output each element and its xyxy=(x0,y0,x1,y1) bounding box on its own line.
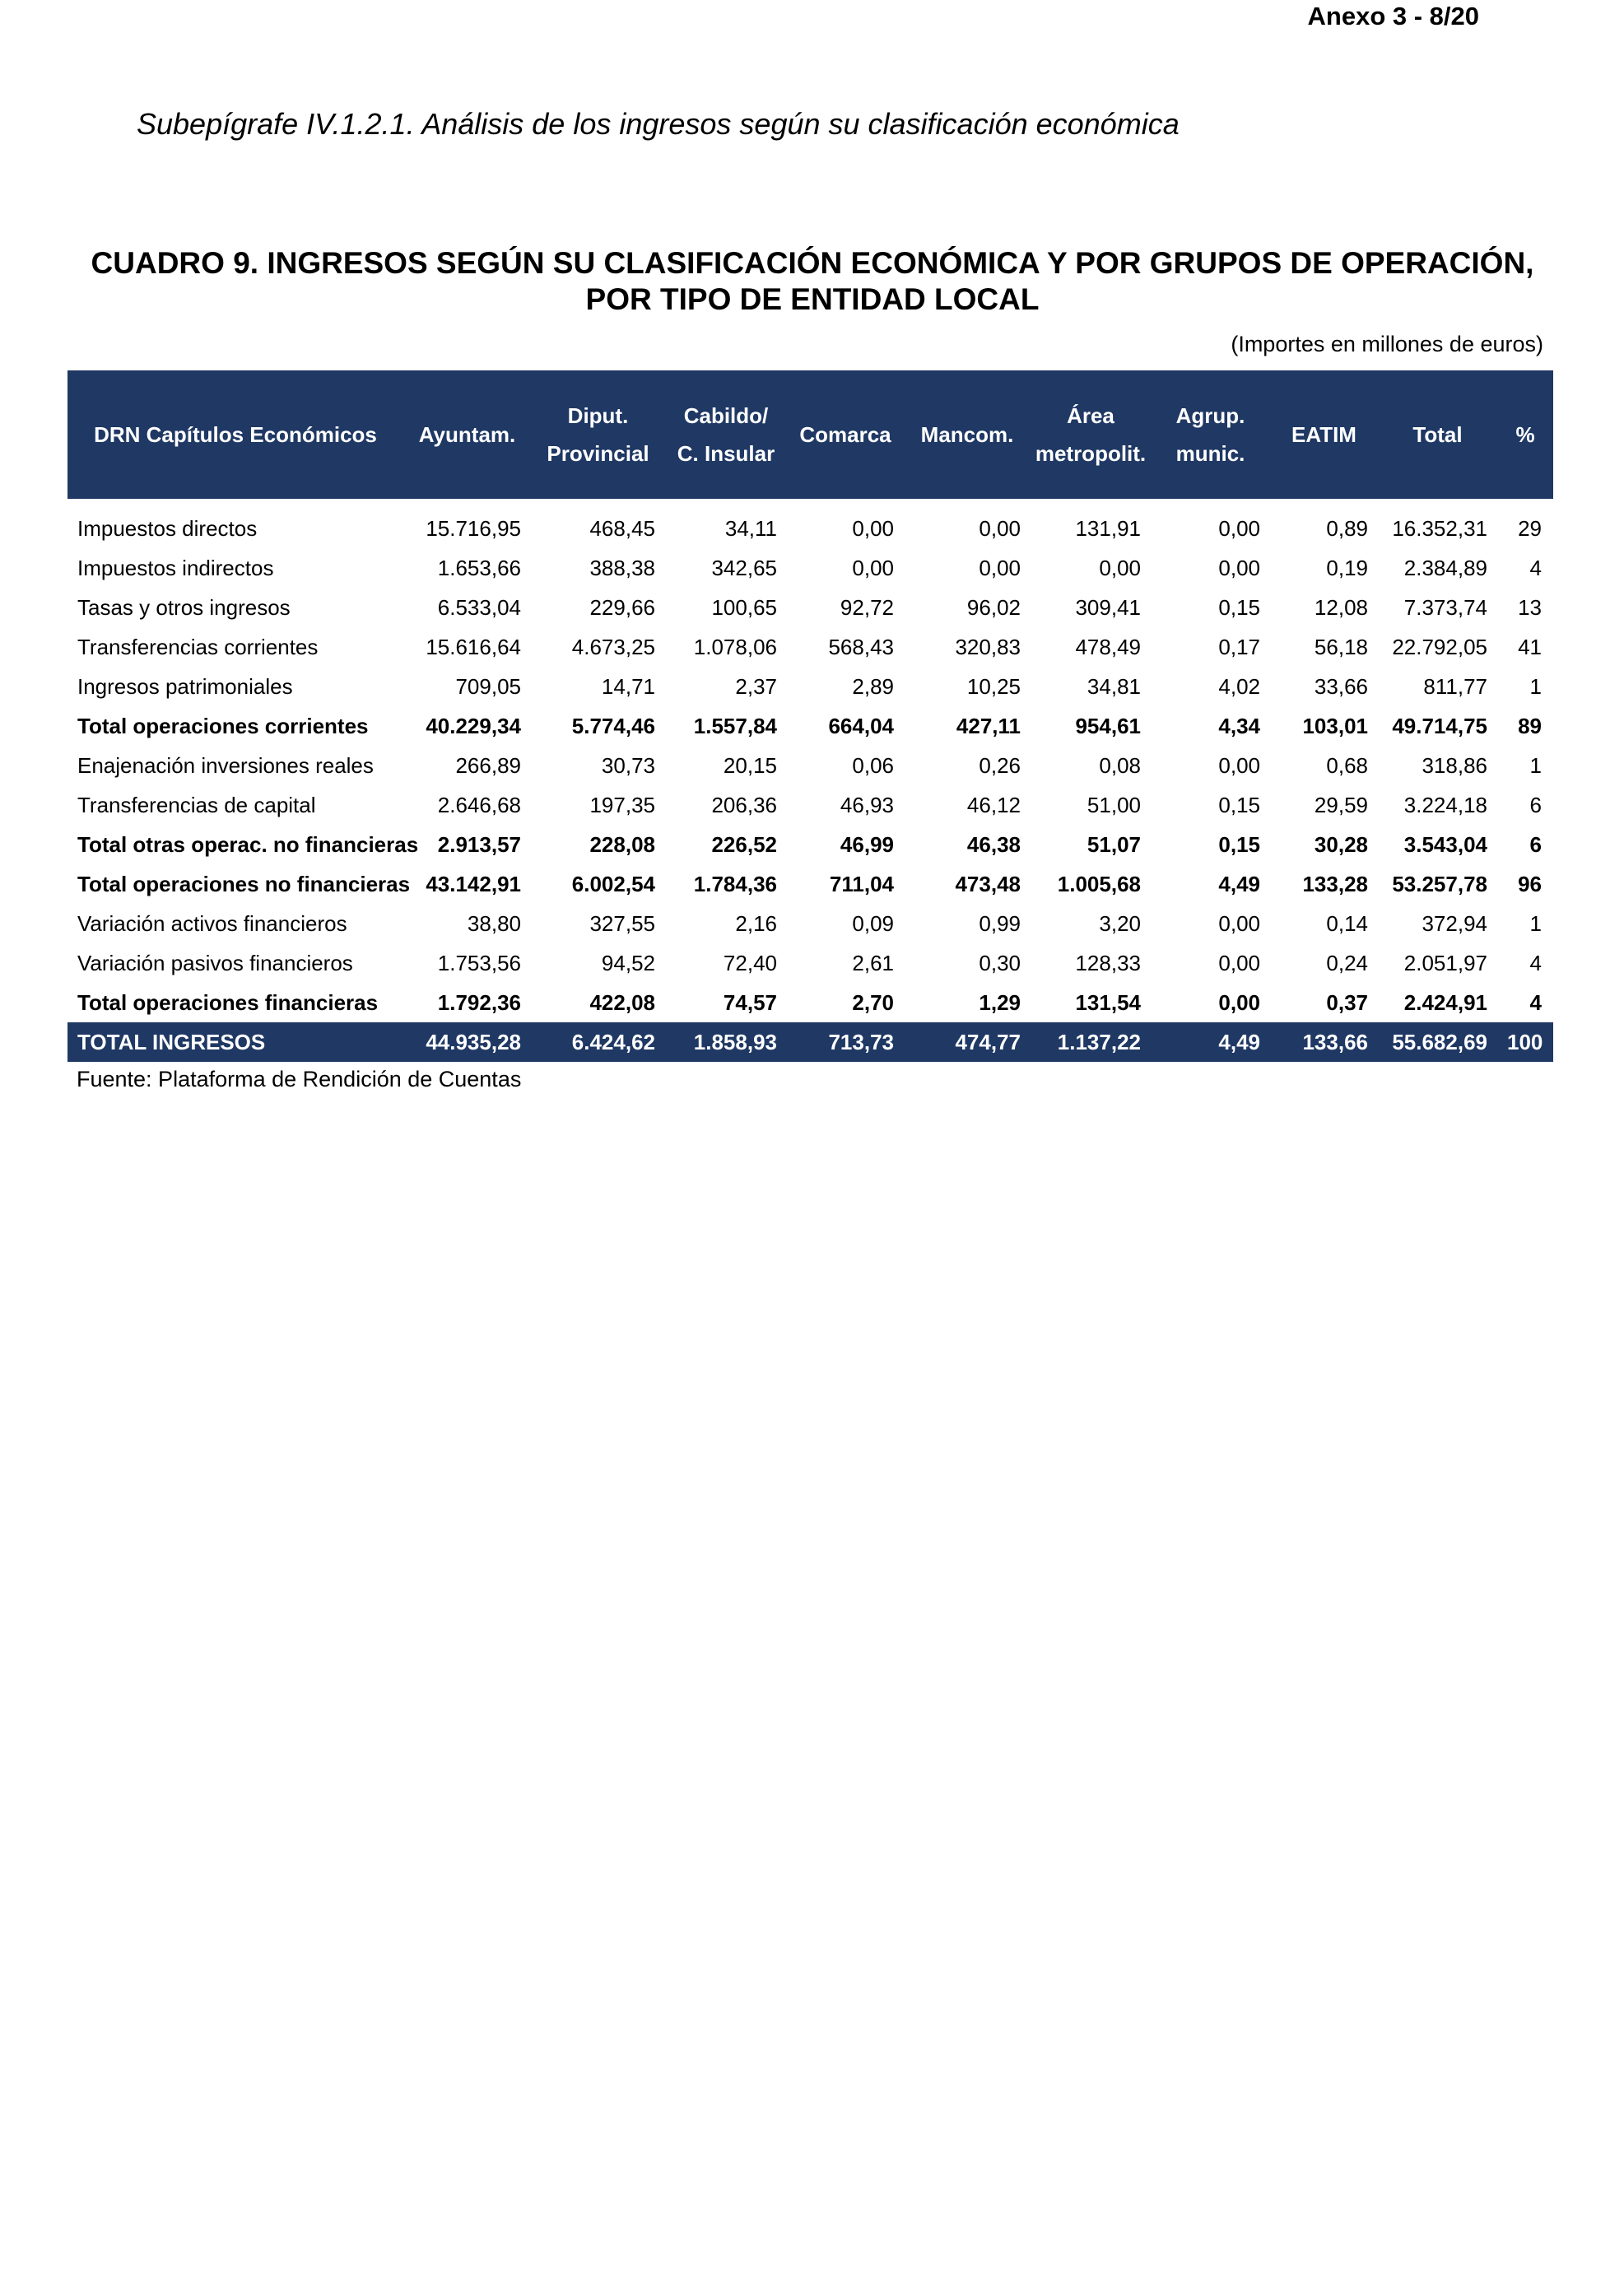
table-cell: 0,00 xyxy=(1099,555,1141,580)
table-cell: 1.005,68 xyxy=(1057,871,1141,896)
table-title-line-2: POR TIPO DE ENTIDAD LOCAL xyxy=(585,282,1040,316)
table-cell: 4,49 xyxy=(1218,871,1260,896)
table-cell: 4 xyxy=(1529,989,1542,1015)
table-cell: 6.424,62 xyxy=(531,1022,665,1062)
row-label: TOTAL INGRESOS xyxy=(67,1022,403,1062)
table-cell: 0,37 xyxy=(1326,989,1368,1015)
table-cell: 2.424,91 xyxy=(1403,989,1487,1015)
table-cell: 53.257,78 xyxy=(1392,871,1487,896)
table-cell: 72,40 xyxy=(723,950,777,975)
table-cell: 44.935,28 xyxy=(403,1022,531,1062)
table-cell: 2,37 xyxy=(735,673,777,699)
table-cell: 22.792,05 xyxy=(1392,634,1487,659)
table-cell: 92,72 xyxy=(840,594,894,620)
table-cell: 568,43 xyxy=(828,634,894,659)
table-cell: 6 xyxy=(1529,831,1542,857)
table-cell: 309,41 xyxy=(1075,594,1141,620)
table-row xyxy=(67,588,1553,627)
table-cell: 133,28 xyxy=(1302,871,1368,896)
table-cell: 1.557,84 xyxy=(693,713,777,738)
header-percent: % xyxy=(1497,370,1553,499)
table-cell: 51,00 xyxy=(1087,792,1141,817)
table-cell: 30,73 xyxy=(601,752,655,778)
table-cell: 2.051,97 xyxy=(1403,950,1487,975)
table-cell: 664,04 xyxy=(828,713,894,738)
table-spacer xyxy=(67,499,1553,509)
table-cell: 713,73 xyxy=(787,1022,904,1062)
table-cell: 320,83 xyxy=(955,634,1021,659)
row-label: Variación activos financieros xyxy=(77,910,347,936)
table-cell: 56,18 xyxy=(1314,634,1368,659)
table-row xyxy=(67,548,1553,588)
row-label: Total operaciones corrientes xyxy=(77,713,369,738)
table-cell: 1.792,36 xyxy=(437,989,521,1015)
table-cell: 266,89 xyxy=(455,752,521,778)
table-cell: 10,25 xyxy=(966,673,1021,699)
table-cell: 0,99 xyxy=(979,910,1021,936)
header-eatim: EATIM xyxy=(1270,370,1378,499)
table-cell: 468,45 xyxy=(589,515,655,541)
table-cell: 4,02 xyxy=(1218,673,1260,699)
table-row xyxy=(67,785,1553,825)
table-cell: 473,48 xyxy=(955,871,1021,896)
table-cell: 327,55 xyxy=(589,910,655,936)
table-cell: 2.646,68 xyxy=(437,792,521,817)
table-cell: 6.533,04 xyxy=(437,594,521,620)
income-table xyxy=(67,370,1553,1062)
table-cell: 0,17 xyxy=(1218,634,1260,659)
table-cell: 29,59 xyxy=(1314,792,1368,817)
table-cell: 372,94 xyxy=(1422,910,1487,936)
table-cell: 7.373,74 xyxy=(1403,594,1487,620)
table-cell: 0,00 xyxy=(852,515,894,541)
header-area: Área metropolit. xyxy=(1031,370,1151,499)
table-cell: 0,30 xyxy=(979,950,1021,975)
table-cell: 3.224,18 xyxy=(1403,792,1487,817)
table-cell: 94,52 xyxy=(601,950,655,975)
table-cell: 0,68 xyxy=(1326,752,1368,778)
table-cell: 40.229,34 xyxy=(426,713,521,738)
table-row xyxy=(67,667,1553,706)
table-cell: 2,89 xyxy=(852,673,894,699)
table-cell: 12,08 xyxy=(1314,594,1368,620)
table-cell: 55.682,69 xyxy=(1378,1022,1497,1062)
table-cell: 954,61 xyxy=(1075,713,1141,738)
table-cell: 1,29 xyxy=(979,989,1021,1015)
table-cell: 5.774,46 xyxy=(571,713,655,738)
table-cell: 20,15 xyxy=(723,752,777,778)
table-cell: 0,00 xyxy=(979,515,1021,541)
table-cell: 51,07 xyxy=(1087,831,1141,857)
table-cell: 96 xyxy=(1518,871,1542,896)
row-label: Impuestos directos xyxy=(77,515,258,541)
table-cell: 1.653,66 xyxy=(437,555,521,580)
table-cell: 2,16 xyxy=(735,910,777,936)
header-diput: Diput. Provincial xyxy=(531,370,665,499)
table-cell: 100 xyxy=(1497,1022,1553,1062)
table-cell: 4,49 xyxy=(1151,1022,1270,1062)
table-cell: 14,71 xyxy=(601,673,655,699)
table-cell: 15.716,95 xyxy=(426,515,521,541)
table-cell: 474,77 xyxy=(904,1022,1031,1062)
table-cell: 0,00 xyxy=(1218,555,1260,580)
table-cell: 0,26 xyxy=(979,752,1021,778)
table-cell: 89 xyxy=(1518,713,1542,738)
table-cell: 49.714,75 xyxy=(1392,713,1487,738)
table-cell: 2.384,89 xyxy=(1403,555,1487,580)
table-cell: 197,35 xyxy=(589,792,655,817)
row-label: Tasas y otros ingresos xyxy=(77,594,291,620)
table-cell: 1.858,93 xyxy=(665,1022,787,1062)
row-label: Transferencias de capital xyxy=(77,792,316,817)
header-mancom: Mancom. xyxy=(904,370,1031,499)
table-cell: 226,52 xyxy=(711,831,777,857)
table-cell: 128,33 xyxy=(1075,950,1141,975)
table-cell: 34,11 xyxy=(724,515,777,541)
units-note: (Importes en millones de euros) xyxy=(1231,332,1543,356)
table-cell: 16.352,31 xyxy=(1392,515,1487,541)
header-chapter: DRN Capítulos Económicos xyxy=(67,370,403,499)
table-cell: 131,54 xyxy=(1075,989,1141,1015)
table-cell: 100,65 xyxy=(711,594,777,620)
table-title xyxy=(67,245,1557,318)
table-cell: 29 xyxy=(1518,515,1542,541)
spacer-cell xyxy=(67,499,1553,509)
table-cell: 1.078,06 xyxy=(693,634,777,659)
table-cell: 388,38 xyxy=(589,555,655,580)
table-row xyxy=(67,627,1553,667)
table-cell: 41 xyxy=(1518,634,1542,659)
table-cell: 46,93 xyxy=(840,792,894,817)
subtotal-row xyxy=(67,825,1553,864)
row-label: Transferencias corrientes xyxy=(77,634,319,659)
subtotal-row xyxy=(67,864,1553,904)
row-label: Total operaciones financieras xyxy=(77,989,379,1015)
table-cell: 4 xyxy=(1529,950,1542,975)
table-cell: 3,20 xyxy=(1099,910,1141,936)
table-cell: 0,06 xyxy=(852,752,894,778)
table-cell: 46,12 xyxy=(966,792,1021,817)
row-label: Total operaciones no financieras xyxy=(77,871,411,896)
table-cell: 0,15 xyxy=(1218,792,1260,817)
table-cell: 30,28 xyxy=(1314,831,1368,857)
table-cell: 0,00 xyxy=(979,555,1021,580)
table-row xyxy=(67,943,1553,983)
table-cell: 0,00 xyxy=(1218,950,1260,975)
table-row xyxy=(67,746,1553,785)
table-title-line-1: CUADRO 9. INGRESOS SEGÚN SU CLASIFICACIÓN ECONÓMICA Y POR GRUPOS DE OPERACIÓN, xyxy=(91,246,1534,280)
table-cell: 1 xyxy=(1529,673,1542,699)
table-cell: 2,70 xyxy=(852,989,894,1015)
table-cell: 96,02 xyxy=(966,594,1021,620)
table-cell: 0,00 xyxy=(852,555,894,580)
row-label: Ingresos patrimoniales xyxy=(77,673,293,699)
table-cell: 2.913,57 xyxy=(437,831,521,857)
table-cell: 133,66 xyxy=(1270,1022,1378,1062)
table-row xyxy=(67,904,1553,943)
table-cell: 228,08 xyxy=(589,831,655,857)
table-cell: 74,57 xyxy=(723,989,777,1015)
table-cell: 33,66 xyxy=(1314,673,1368,699)
table-cell: 0,15 xyxy=(1218,594,1260,620)
table-cell: 1.137,22 xyxy=(1031,1022,1151,1062)
table-cell: 0,09 xyxy=(852,910,894,936)
table-cell: 15.616,64 xyxy=(426,634,521,659)
header-total: Total xyxy=(1378,370,1497,499)
table-cell: 13 xyxy=(1518,594,1542,620)
table-cell: 811,77 xyxy=(1423,673,1487,699)
table-cell: 4.673,25 xyxy=(571,634,655,659)
table-cell: 46,38 xyxy=(966,831,1021,857)
table-cell: 2,61 xyxy=(852,950,894,975)
table-cell: 711,04 xyxy=(829,871,894,896)
table-cell: 1.753,56 xyxy=(437,950,521,975)
source-note: Fuente: Plataforma de Rendición de Cuentas xyxy=(77,1067,522,1091)
table-cell: 0,08 xyxy=(1099,752,1141,778)
table-cell: 0,24 xyxy=(1326,950,1368,975)
subtotal-row xyxy=(67,706,1553,746)
table-header-row xyxy=(67,370,1553,499)
table-cell: 342,65 xyxy=(711,555,777,580)
table-cell: 34,81 xyxy=(1087,673,1141,699)
table-cell: 103,01 xyxy=(1302,713,1368,738)
header-ayuntam: Ayuntam. xyxy=(403,370,531,499)
table-cell: 4 xyxy=(1529,555,1542,580)
annex-page-label: Anexo 3 - 8/20 xyxy=(1307,2,1479,30)
table-cell: 0,15 xyxy=(1218,831,1260,857)
table-cell: 318,86 xyxy=(1422,752,1487,778)
table-cell: 3.543,04 xyxy=(1403,831,1487,857)
table-cell: 427,11 xyxy=(956,713,1021,738)
header-comarca: Comarca xyxy=(787,370,904,499)
table-cell: 0,00 xyxy=(1218,989,1260,1015)
row-label: Impuestos indirectos xyxy=(77,555,274,580)
table-cell: 0,14 xyxy=(1326,910,1368,936)
table-cell: 0,00 xyxy=(1218,515,1260,541)
table-cell: 206,36 xyxy=(711,792,777,817)
row-label: Total otras operac. no financieras xyxy=(77,831,419,857)
table-row xyxy=(67,509,1553,548)
subtotal-row xyxy=(67,983,1553,1022)
table-cell: 43.142,91 xyxy=(426,871,521,896)
table-cell: 0,89 xyxy=(1326,515,1368,541)
subepigrafe-heading: Subepígrafe IV.1.2.1. Análisis de los ingresos según su clasificación económica xyxy=(137,107,1180,141)
header-cabildo: Cabildo/ C. Insular xyxy=(665,370,787,499)
table-cell: 1.784,36 xyxy=(693,871,777,896)
table-cell: 0,00 xyxy=(1218,752,1260,778)
table-cell: 709,05 xyxy=(455,673,521,699)
table-cell: 229,66 xyxy=(589,594,655,620)
table-cell: 6 xyxy=(1529,792,1542,817)
table-cell: 131,91 xyxy=(1075,515,1141,541)
table-cell: 38,80 xyxy=(467,910,521,936)
table-cell: 6.002,54 xyxy=(571,871,655,896)
row-label: Enajenación inversiones reales xyxy=(77,752,374,778)
table-cell: 1 xyxy=(1529,752,1542,778)
header-agrup: Agrup. munic. xyxy=(1151,370,1270,499)
table-cell: 422,08 xyxy=(589,989,655,1015)
table-cell: 1 xyxy=(1529,910,1542,936)
table-cell: 46,99 xyxy=(840,831,894,857)
table-cell: 0,00 xyxy=(1218,910,1260,936)
table-cell: 4,34 xyxy=(1218,713,1260,738)
row-label: Variación pasivos financieros xyxy=(77,950,353,975)
grand-total-row xyxy=(67,1022,1553,1062)
table-cell: 0,19 xyxy=(1326,555,1368,580)
table-cell: 478,49 xyxy=(1075,634,1141,659)
